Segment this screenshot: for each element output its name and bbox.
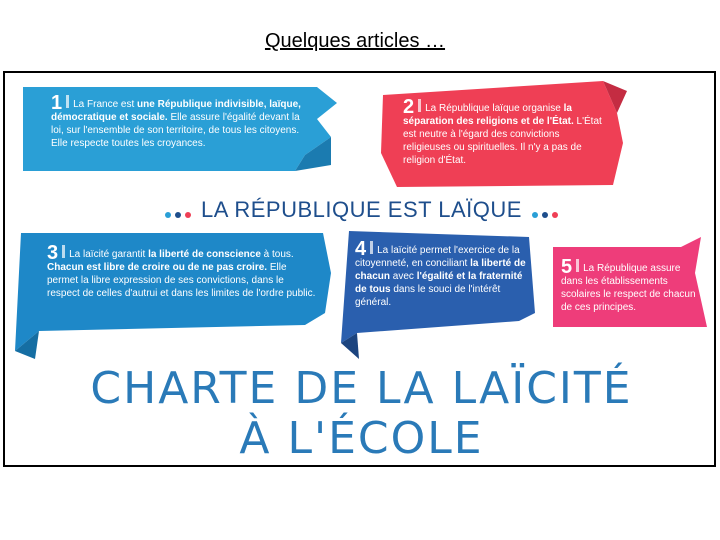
article-2-bold: la séparation des religions et de l'État. [403,103,574,127]
charter-poster [3,71,716,467]
article-1 [51,92,309,150]
headline-row [5,197,716,224]
article-4-text-2: avec [390,271,417,282]
headline: LA RÉPUBLIQUE EST LAÏQUE [201,197,522,222]
article-4 [355,238,527,309]
article-3-bold-2: Chacun est libre de croire ou de ne pas croire. [47,262,268,273]
article-3-text: La laïcité garantit [69,249,149,260]
article-2 [403,96,605,167]
article-1-text-2: Elle assure l'égalité devant la loi, sur l'ensemble de son territoire, de tous les citoyens. Elle respecte toutes les croyances. [51,112,300,149]
article-3-text-3: Elle permet la libre expression de ses convictions, dans le respect de celles d'autrui et dans les limites de l'ordre public. [47,262,316,299]
article-1-number: 1 [51,92,63,114]
article-2-number: 2 [403,96,415,118]
article-5-text: La République assure dans les établissements scolaires le respect de chacun de ces principes. [561,263,696,313]
article-3 [47,242,319,300]
article-5-number: 5 [561,256,573,278]
article-5 [561,256,701,314]
article-1-text: La France est [73,99,138,110]
slide-title: Quelques articles … [264,30,446,52]
article-4-text-3: dans le souci de l'intérêt général. [355,284,501,308]
article-4-text: La laïcité permet l'exercice de la citoyenneté, en conciliant [355,245,520,269]
article-3-bold: la liberté de conscience [148,249,261,260]
article-2-text: La République laïque organise [425,103,564,114]
dots-left-decoration [163,198,193,224]
poster-title-line-1: CHARTE DE LA LAÏCITÉ [90,363,633,414]
article-3-text-2: à tous. [260,249,294,260]
article-3-number: 3 [47,242,59,264]
poster-title-line-2: À L'ÉCOLE [239,413,484,464]
article-4-bold-2: l'égalité et la fraternité de tous [355,271,523,295]
dots-right-decoration [530,198,560,224]
article-4-bold: la liberté de chacun [355,258,526,282]
article-4-number: 4 [355,238,367,260]
article-2-text-2: L'État est neutre à l'égard des convictions religieuses ou spirituelles. Il n'y a pas de religion d'État. [403,116,602,166]
article-1-bold: une République indivisible, laïque, démocratique et sociale. [51,99,301,123]
